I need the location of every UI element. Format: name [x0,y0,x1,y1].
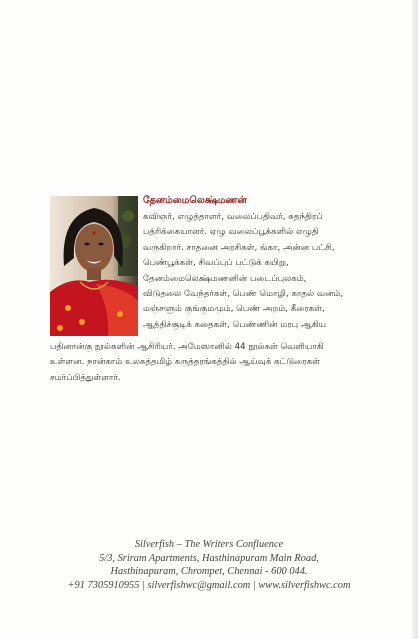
author-name: தேனம்மைலெக்ஷ்மணன் [143,195,247,206]
bio-line: சமர்ப்பித்துள்ளார். [50,372,121,383]
bio-line: விடுதலை வேந்தர்கள், பெண் மொழி, காதல் வனம், [143,289,344,300]
bio-line: மஞ்சளும் குங்குமமும், பெண் அறம், கீரைகள், [143,304,325,315]
bio-line: பெண்பூக்கள், சிவப்புப் பட்டுக் கயிறு, [143,258,289,269]
bio-line: உள்ளன. நான்காம் உலகத்தமிழ் கருத்தரங்கத்தில் ஆய்வுக் கட்டுரைகள் [50,357,320,368]
bio-line: பத்ரிக்கையாளர். ஏழு வலைப்பூக்களில் எழுதி [143,227,319,238]
publisher-name: Silverfish – The Writers Confluence [134,539,284,550]
bio-line: தேனம்மைலெக்ஷ்மணனின் படைப்புலகம், [143,273,307,284]
bio-side-column [143,210,375,333]
publisher-contact: +91 7305910955 | silverfishwc@gmail.com | www.silverfishwc.com [67,579,351,591]
publisher-block [0,538,418,592]
bio-full-width [50,340,375,386]
bio-line: வருகிறார். சாதனை அரசிகள், ங்கா, அன்ன பட்சி, [143,242,335,253]
bio-line: பதினான்கு நூல்களின் ஆசிரியர். அமேஸானில் 44 நூல்கள் வெளியாகி [50,342,324,352]
bio-line: கவிஞர், எழுத்தாளர், வலைப்பதிவர், சுதந்திரப் [143,212,323,222]
bio-line: ஆத்திச்சூடிக் கதைகள், பெண்ணின் மரபு ஆகிய [143,319,327,330]
author-photo [50,196,138,336]
publisher-address-line: Hasthinapuram, Chrompet, Chennai - 600 044. [110,566,308,578]
publisher-address-line: 5/3, Sriram Apartments, Hasthinapuram Main Road, [99,552,319,564]
